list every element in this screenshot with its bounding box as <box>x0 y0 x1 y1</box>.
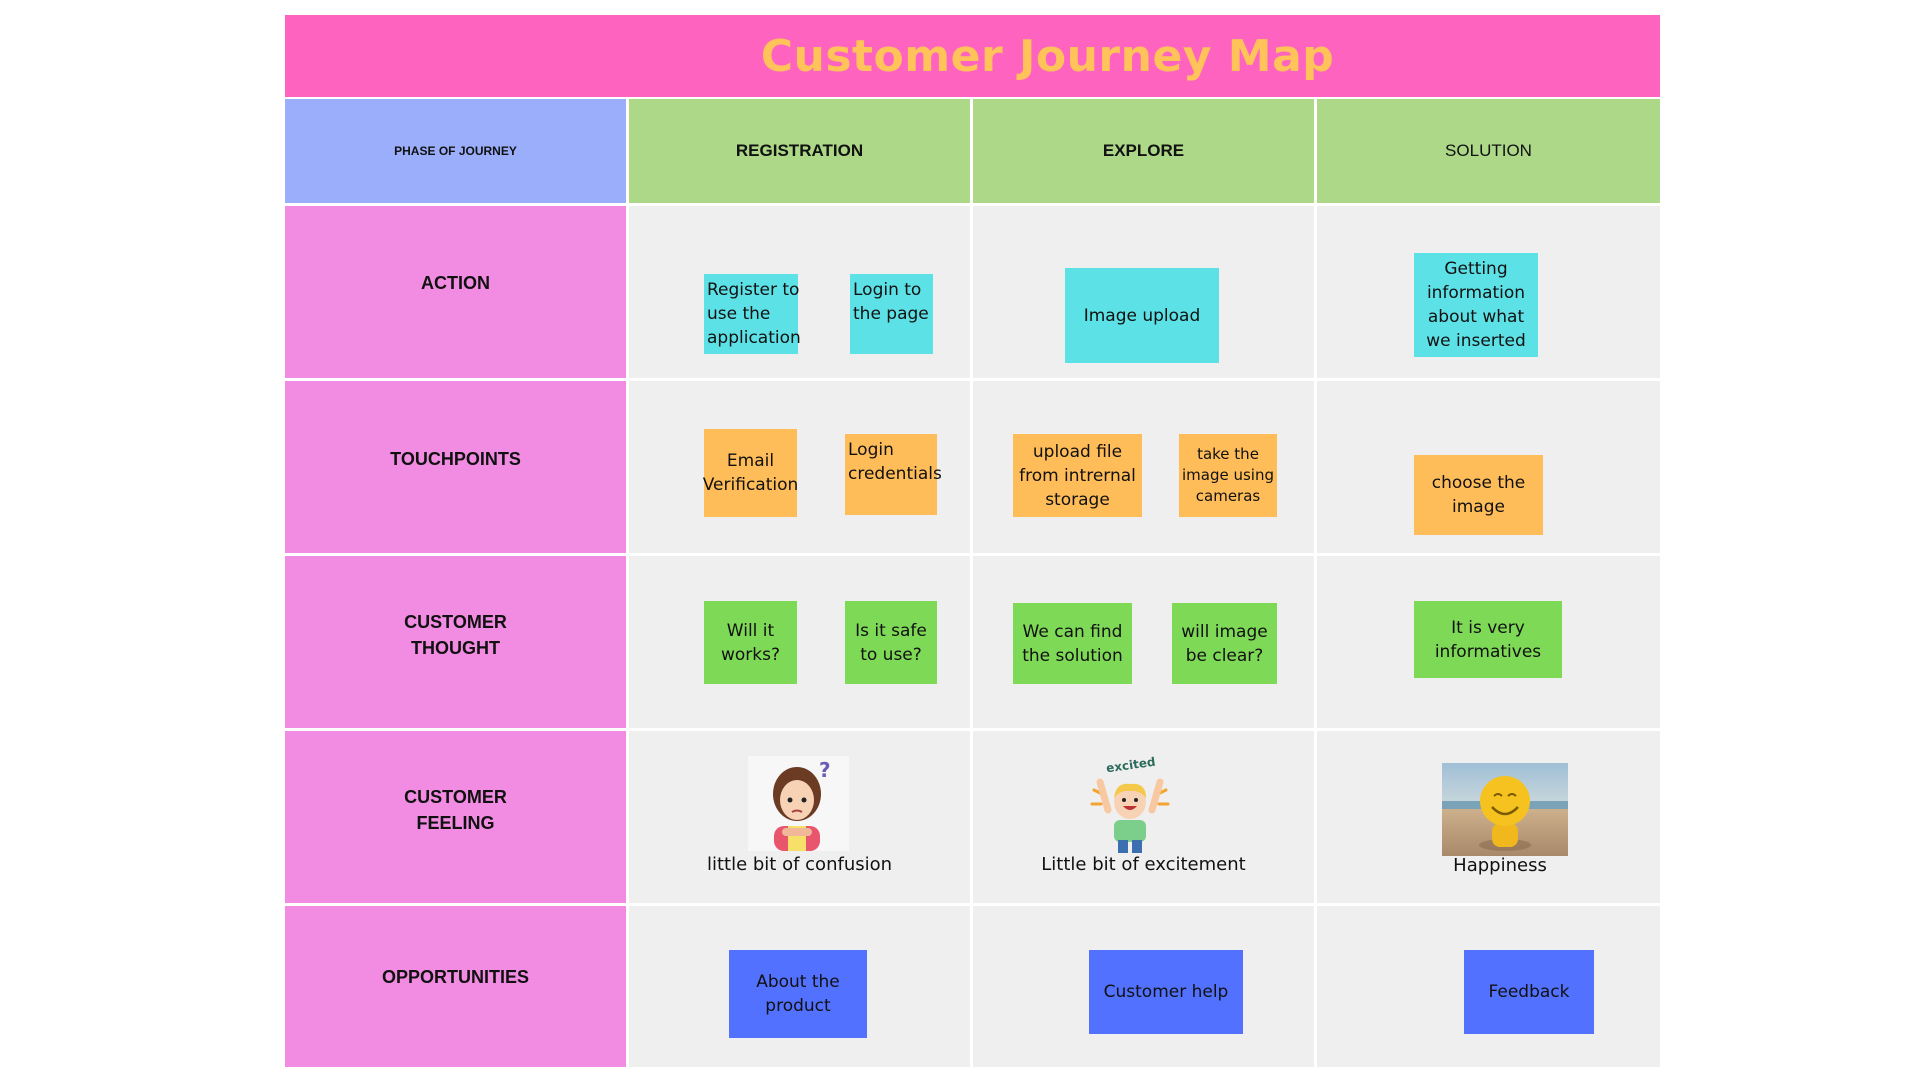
sticky-note-will-it-work[interactable] <box>704 601 797 684</box>
row-label-text: CUSTOMER <box>404 787 507 807</box>
note-text: It is very informatives <box>1434 617 1542 662</box>
note-text: Login credentials <box>848 440 942 484</box>
column-header-label: REGISTRATION <box>735 141 864 160</box>
row-label-text: OPPORTUNITIES <box>381 966 529 987</box>
note-text: About the product <box>756 972 840 1016</box>
sticky-note-image-upload[interactable] <box>1065 268 1219 363</box>
sticky-note-login[interactable] <box>850 274 933 354</box>
note-text: choose the image <box>1431 473 1526 517</box>
confused-face-icon <box>748 756 849 851</box>
row-label-opportunities <box>285 906 626 1067</box>
row-label-touchpoints <box>285 381 626 553</box>
row-label-text: ACTION <box>421 273 490 293</box>
smiley-icon <box>1442 763 1568 856</box>
note-text: Email Verification <box>702 451 799 495</box>
phase-header-label: PHASE OF JOURNEY <box>394 144 517 158</box>
sticky-note-very-informative[interactable] <box>1414 601 1562 678</box>
note-text: Image upload <box>1083 305 1201 326</box>
note-text: take the image using cameras <box>1182 445 1275 505</box>
column-header-solution <box>1317 99 1660 203</box>
row-label-text: FEELING <box>416 813 495 833</box>
feeling-caption-excitement: Little bit of excitement <box>1041 854 1246 875</box>
excited-tag-label: excited <box>1105 754 1157 776</box>
note-text: We can find the solution <box>1022 621 1123 666</box>
excited-face-icon <box>1088 758 1172 853</box>
title-bar <box>285 15 1660 97</box>
sticky-note-email-verification[interactable] <box>704 429 797 517</box>
page-title: Customer Journey Map <box>760 30 1335 82</box>
sticky-note-take-image[interactable] <box>1179 434 1277 517</box>
sticky-note-is-it-safe[interactable] <box>845 601 937 684</box>
phase-header <box>285 99 626 203</box>
sticky-note-find-solution[interactable] <box>1013 603 1132 684</box>
sticky-note-about-product[interactable] <box>729 950 867 1038</box>
confused-girl-illustration <box>748 756 849 851</box>
note-text: will image be clear? <box>1181 621 1268 666</box>
note-text: Getting information about what we inserted <box>1426 259 1526 351</box>
note-text: Is it safe to use? <box>855 620 927 665</box>
sticky-note-login-credentials[interactable] <box>845 434 942 515</box>
sticky-note-customer-help[interactable] <box>1089 950 1243 1034</box>
feeling-caption-happiness: Happiness <box>1453 855 1547 876</box>
column-header-label: SOLUTION <box>1445 141 1532 160</box>
sticky-note-getting-information[interactable] <box>1414 253 1538 357</box>
column-header-label: EXPLORE <box>1102 141 1185 160</box>
sticky-note-upload-file[interactable] <box>1013 434 1142 517</box>
row-label-customer-feeling <box>285 731 626 903</box>
row-label-text: CUSTOMER <box>404 612 507 632</box>
excited-boy-illustration <box>1088 754 1172 853</box>
note-text: Register to use the application <box>707 280 801 348</box>
sticky-note-image-clear[interactable] <box>1172 603 1277 684</box>
note-text: Login to the page <box>853 280 929 324</box>
sticky-note-register[interactable] <box>704 274 801 354</box>
question-mark-icon: ? <box>819 758 831 782</box>
column-header-registration <box>629 99 970 203</box>
row-label-action <box>285 206 626 378</box>
column-header-explore <box>973 99 1314 203</box>
feeling-caption-confusion: little bit of confusion <box>706 854 893 875</box>
note-text: Customer help <box>1103 982 1229 1002</box>
note-text: upload file from intrernal storage <box>1019 441 1136 510</box>
happy-smiley-photo <box>1442 763 1568 856</box>
sticky-note-feedback[interactable] <box>1464 950 1594 1034</box>
sticky-note-choose-image[interactable] <box>1414 455 1543 535</box>
note-text: Will it works? <box>720 620 781 665</box>
row-label-customer-thought <box>285 556 626 728</box>
note-text: Feedback <box>1488 982 1570 1002</box>
row-label-text: THOUGHT <box>411 638 500 658</box>
row-label-text: TOUCHPOINTS <box>390 449 521 469</box>
